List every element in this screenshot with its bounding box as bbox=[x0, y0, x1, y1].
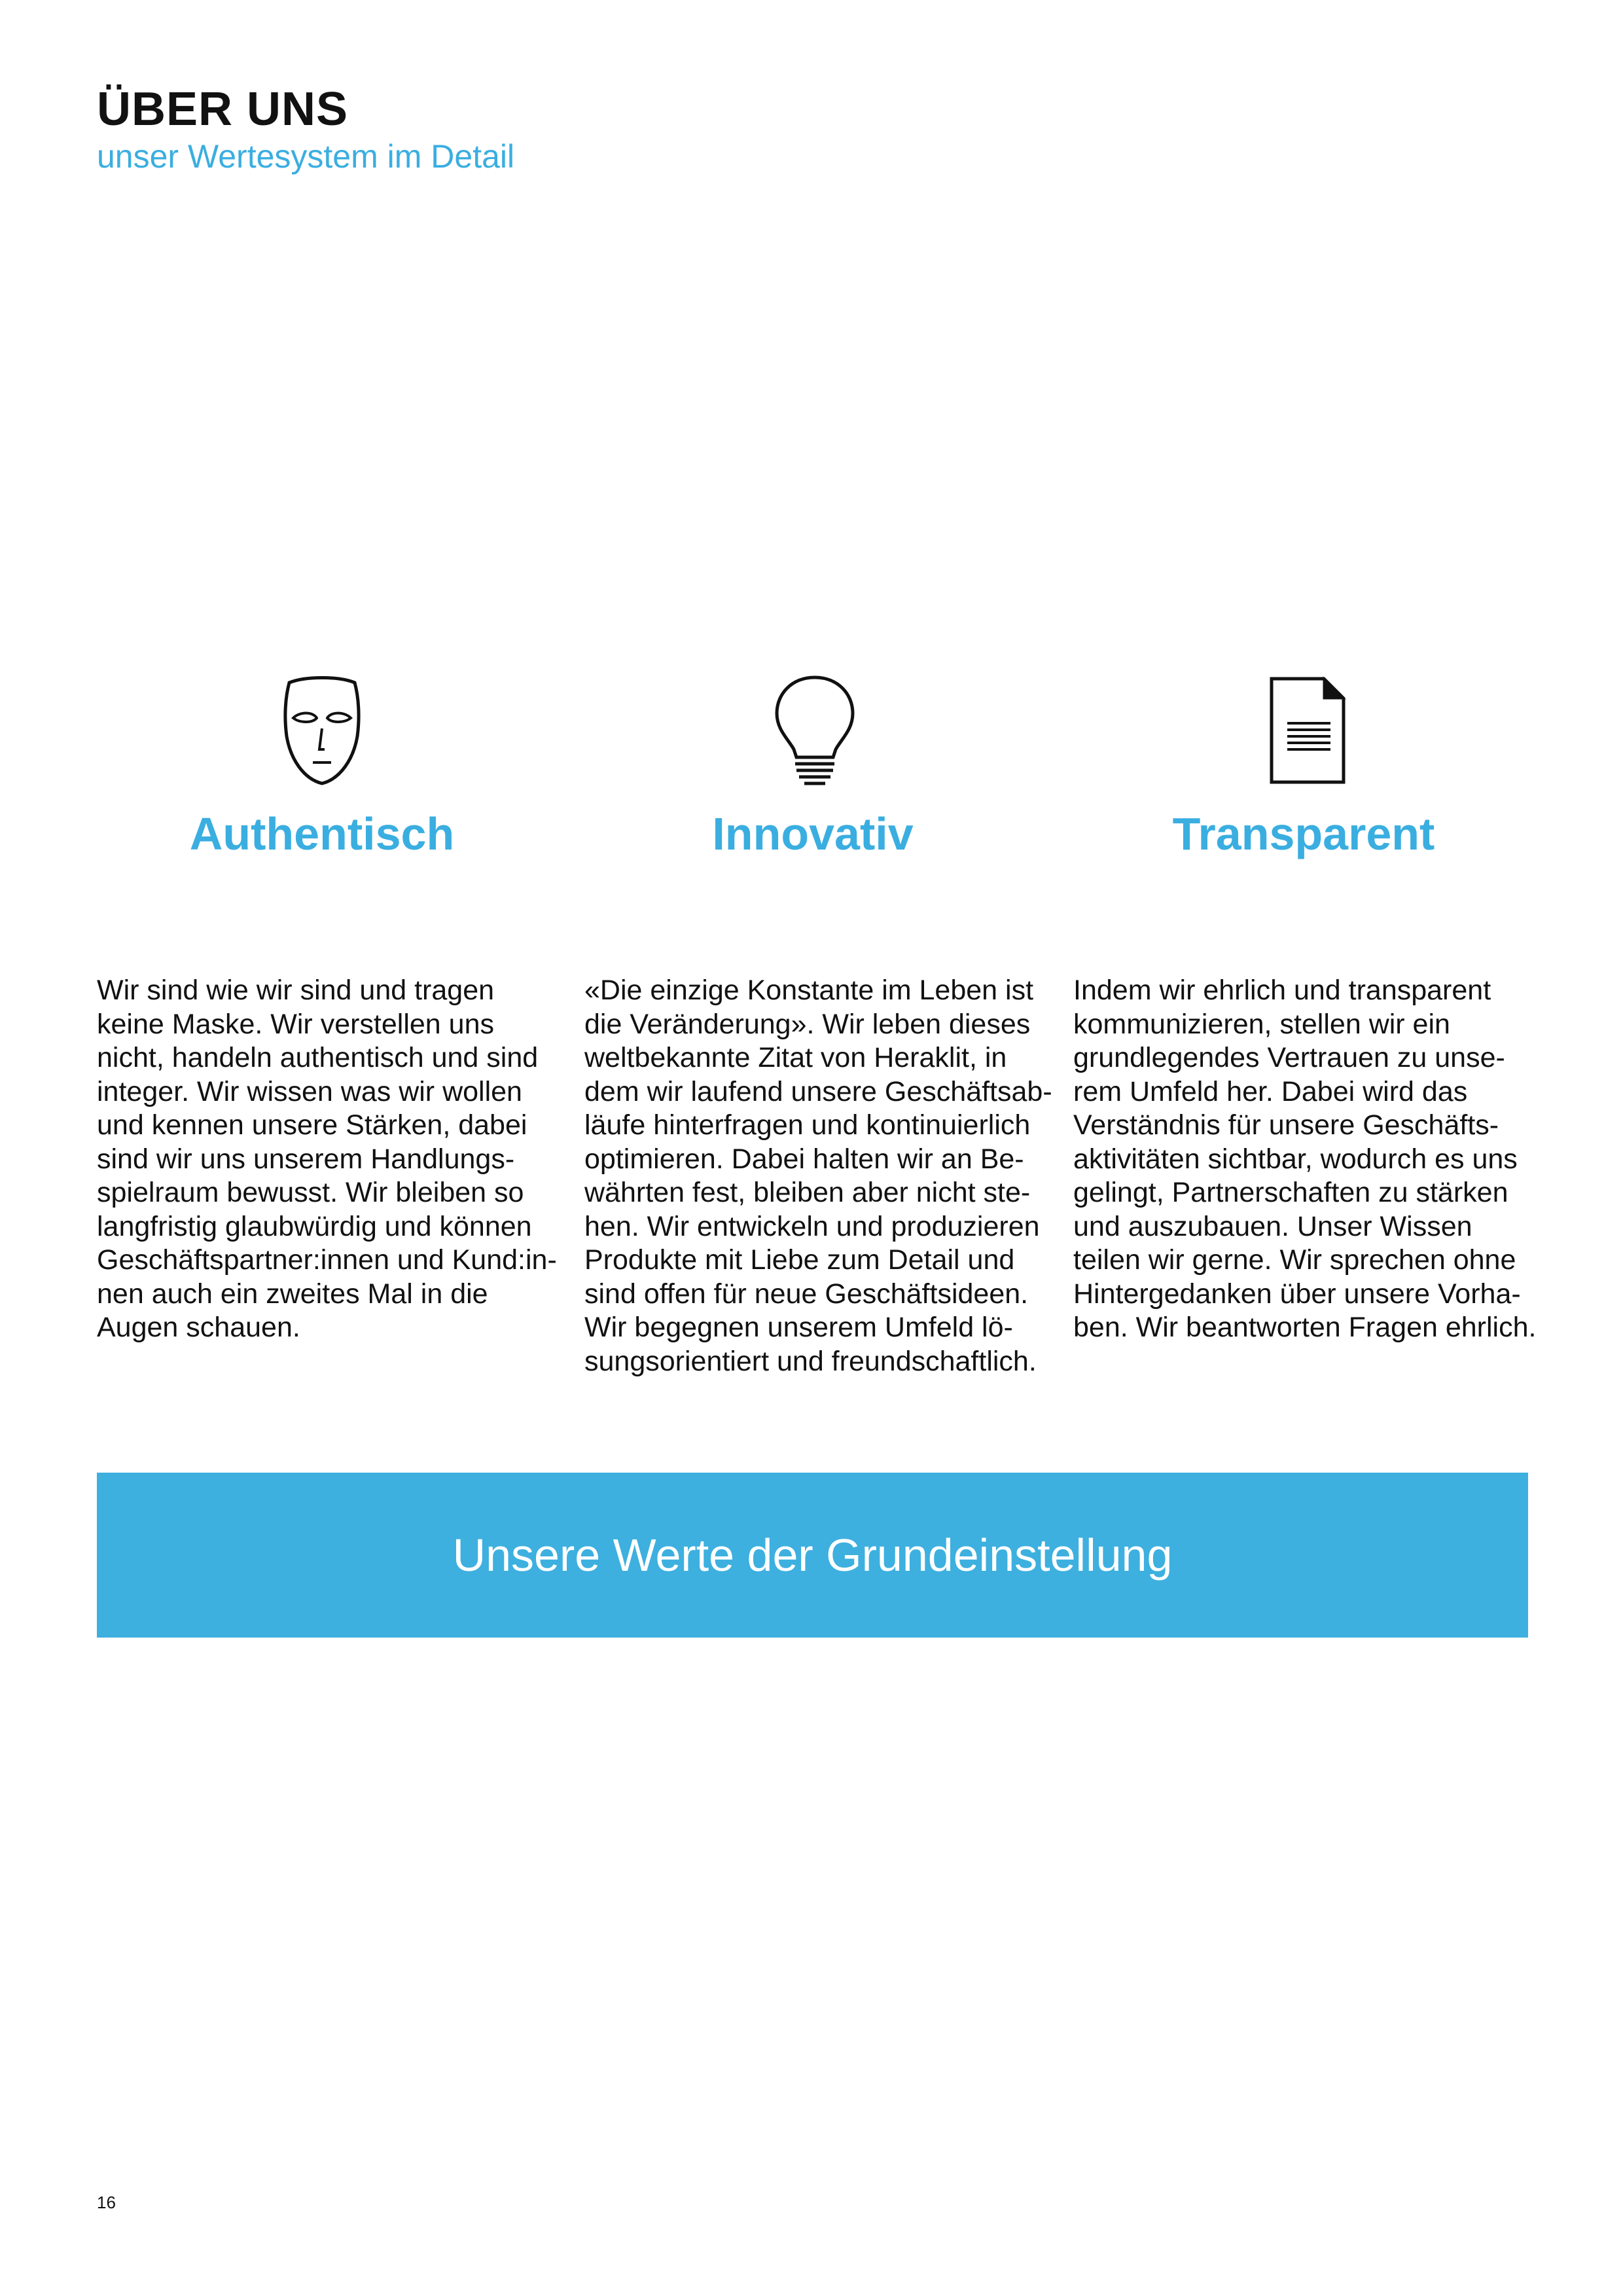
text-innovativ: «Die einzige Konstante im Leben ist die Veränderung». Wir leben dieses weltbekannte Zitat von Heraklit, in dem wir laufend unsere Geschäftsab- läufe hinterfragen und kontinuierlich optimieren. Dabei halten wir an Be- währten fest, bleiben aber nicht ste- hen. Wir entwickeln und produzieren Produkte mit Liebe zum Detail und sind offen für neue Geschäftsideen. Wir begegnen unserem Umfeld lö- sungsorientiert und freundschaftlich. bbox=[584, 975, 1052, 1377]
values-banner bbox=[97, 1473, 1528, 1638]
mask-icon bbox=[270, 671, 374, 789]
heading-innovativ: Innovativ bbox=[712, 808, 914, 859]
banner-text: Unsere Werte der Grundeinstellung bbox=[452, 1530, 1173, 1581]
text-transparent: Indem wir ehrlich und transparent kommunizieren, stellen wir ein grundlegendes Vertrauen zu unse- rem Umfeld her. Dabei wird das Verständnis für unsere Geschäfts- aktivitäten sichtbar, wodurch es uns gelingt, Partnerschaften zu stärken und auszubauen. Unser Wissen teilen wir gerne. Wir sprechen ohne Hintergedanken über unsere Vorha- ben. Wir beantworten Fragen ehrlich. bbox=[1073, 975, 1537, 1343]
heading-transparent: Transparent bbox=[1172, 808, 1435, 859]
lightbulb-icon bbox=[762, 671, 867, 789]
page-header bbox=[97, 84, 514, 176]
page-subtitle: unser Wertesystem im Detail bbox=[97, 138, 515, 175]
page-number: 16 bbox=[97, 2193, 116, 2212]
document-icon bbox=[1253, 671, 1358, 789]
text-authentisch: Wir sind wie wir sind und tragen keine Maske. Wir verstellen uns nicht, handeln authentisch und sind integer. Wir wissen was wir wollen und kennen unsere Stärken, dabei sind wir uns unserem Handlungs- spielraum bewusst. Wir bleiben so langfristig glaubwürdig und können Geschäftspartner:innen und Kund:in- nen auch ein zweites Mal in die Augen schauen. bbox=[97, 975, 557, 1343]
page-title: ÜBER UNS bbox=[97, 83, 349, 135]
heading-authentisch: Authentisch bbox=[189, 808, 455, 859]
